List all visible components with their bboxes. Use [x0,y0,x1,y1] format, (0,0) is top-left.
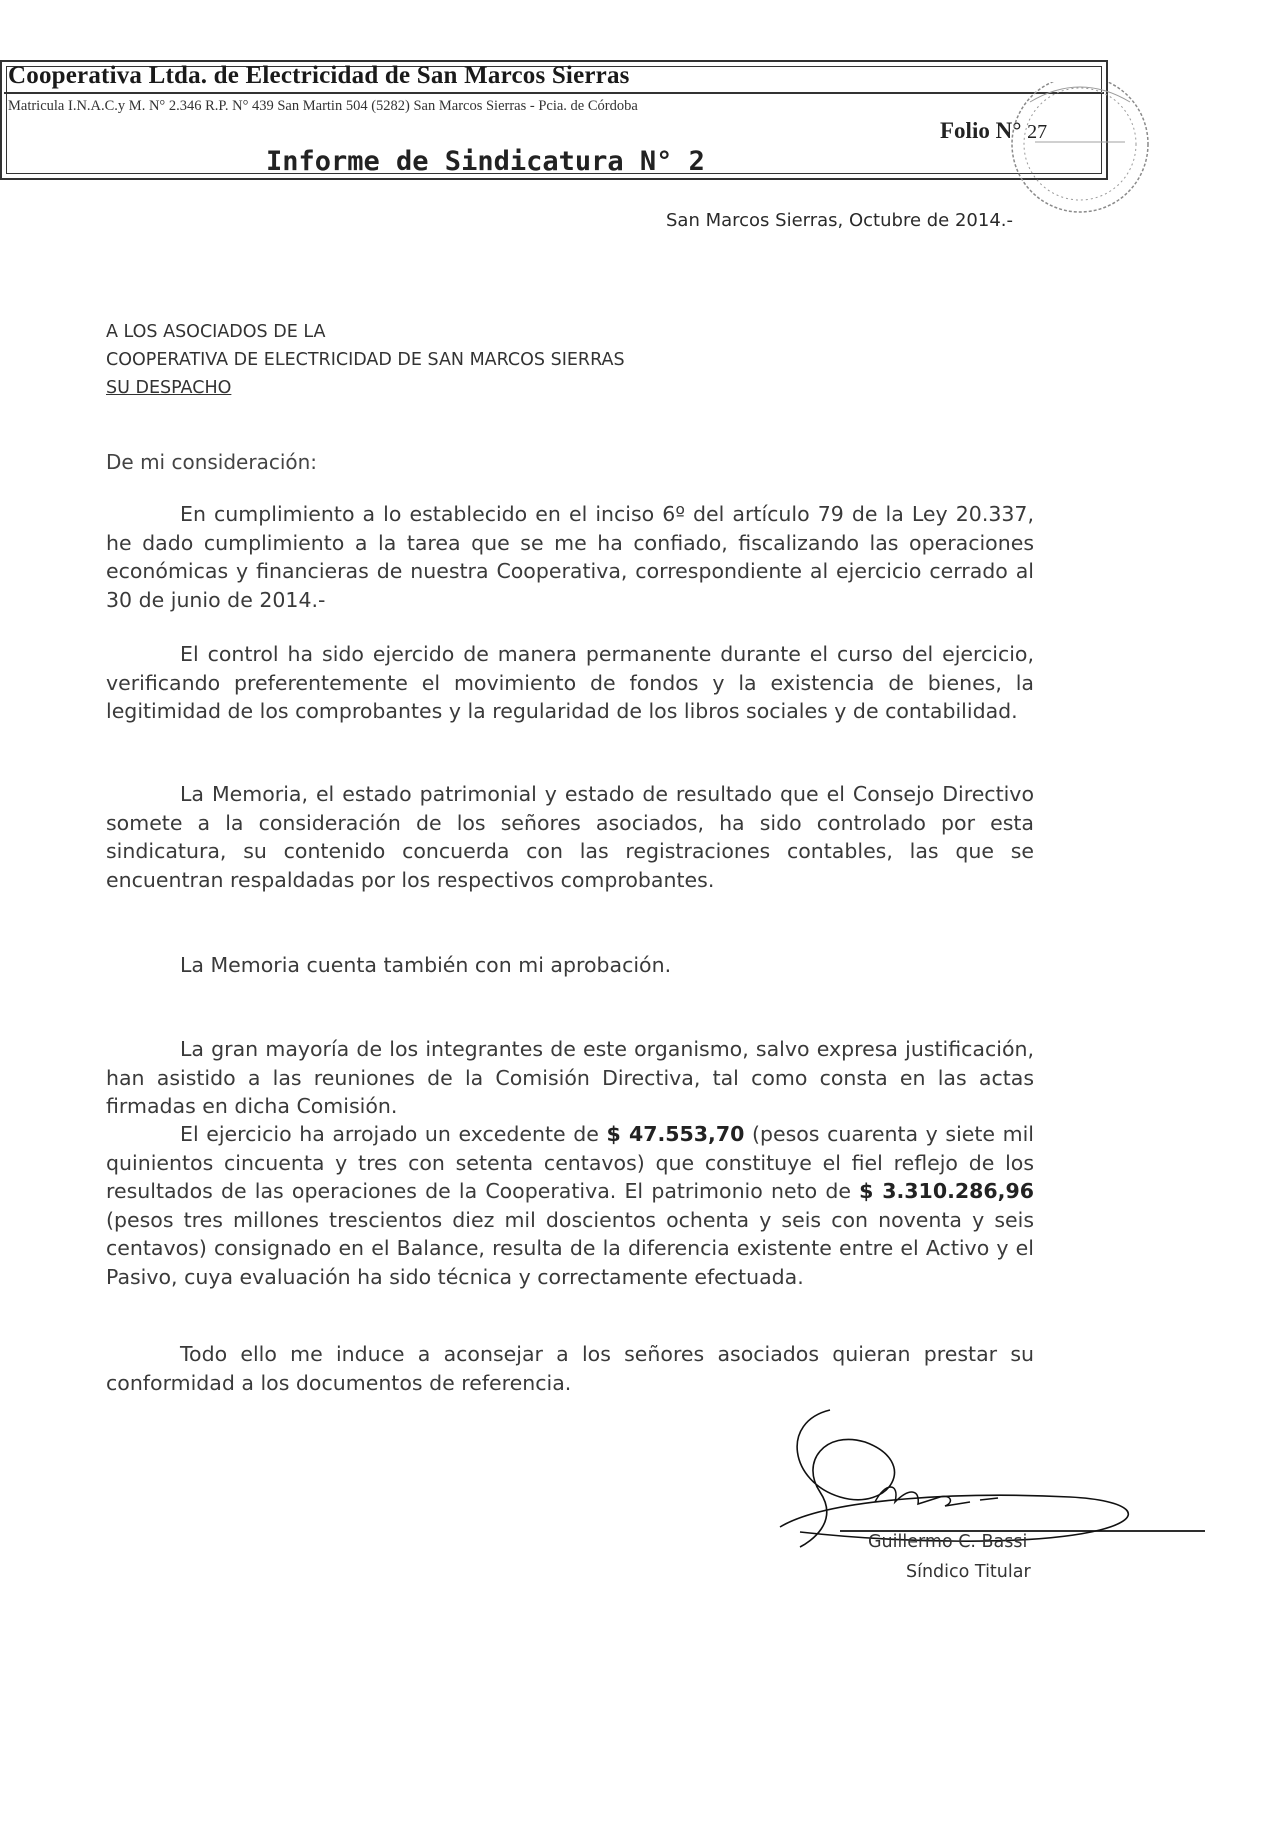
date-line: San Marcos Sierras, Octubre de 2014.- [666,210,1014,231]
results-text-b: (pesos cuarenta y siete mil quinientos cincuenta y tres con setenta centavos) que constituye el fiel reflejo de los resultados de las operaciones de la Cooperativa. El patrimonio neto de [106,1122,1034,1203]
letterhead-divider [4,92,1104,94]
registration-line: Matricula I.N.A.C.y M. N° 2.346 R.P. N° 439 San Martin 504 (5282) San Marcos Sierras - Pcia. de Córdoba [8,98,638,114]
handwritten-signature-icon [770,1402,1210,1552]
addressee-line-2: COOPERATIVA DE ELECTRICIDAD DE SAN MARCOS SIERRAS [106,350,625,370]
paragraph-memoria-approval: La Memoria cuenta también con mi aprobación. [180,953,672,977]
results-text-c: (pesos tres millones trescientos diez mil doscientos ochenta y seis con noventa y seis centavos) consignado en el Balance, resulta de la diferencia existente entre el Activo y el Pasivo, cuya evaluación ha sido técnica y correctamente efectuada. [106,1207,1034,1289]
paragraph-recommendation: Todo ello me induce a aconsejar a los señores asociados quieran prestar su conformidad a los documentos de referencia. [106,1342,1034,1395]
addressee-block [106,318,625,402]
paragraph-legal-basis: En cumplimiento a lo establecido en el inciso 6º del artículo 79 de la Ley 20.337, he dado cumplimiento a la tarea que se me ha confiado, fiscalizando las operaciones económicas y financieras de nuestra Cooperativa, correspondiente al ejercicio cerrado al 30 de junio de 2014.- [106,502,1034,612]
addressee-line-1: A LOS ASOCIADOS DE LA [106,322,326,342]
cooperative-name: Cooperativa Ltda. de Electricidad de San Marcos Sierras [8,62,630,89]
registry-stamp-icon [995,82,1165,242]
results-text-a: El ejercicio ha arrojado un excedente de [180,1122,607,1146]
signatory-title: Síndico Titular [906,1562,1031,1582]
folio-label-text: Folio N° [940,118,1022,143]
signatory-name: Guillermo C. Bassi [868,1532,1028,1552]
paragraph-attendance: La gran mayoría de los integrantes de este organismo, salvo expresa justificación, han asistido a las reuniones de la Comisión Directiva, tal como consta en las actas firmadas en dicha Comisión. [106,1037,1034,1118]
addressee-line-3: SU DESPACHO [106,378,232,398]
paragraph-control: El control ha sido ejercido de manera permanente durante el curso del ejercicio, verificando preferentemente el movimiento de fondos y la existencia de bienes, la legitimidad de los comprobantes y la regularidad de los libros sociales y de contabilidad. [106,642,1034,723]
paragraph-results [106,1120,1034,1291]
net-worth-amount: $ 3.310.286,96 [859,1179,1034,1203]
surplus-amount: $ 47.553,70 [606,1122,745,1146]
greeting: De mi consideración: [106,450,318,474]
paragraph-statements: La Memoria, el estado patrimonial y estado de resultado que el Consejo Directivo somete a la consideración de los señores asociados, ha sido controlado por esta sindicatura, su contenido concuerda con las registraciones contables, las que se encuentran respaldadas por los respectivos comprobantes. [106,782,1034,892]
folio-number: 27 [1027,121,1048,143]
report-title: Informe de Sindicatura N° 2 [266,146,705,177]
